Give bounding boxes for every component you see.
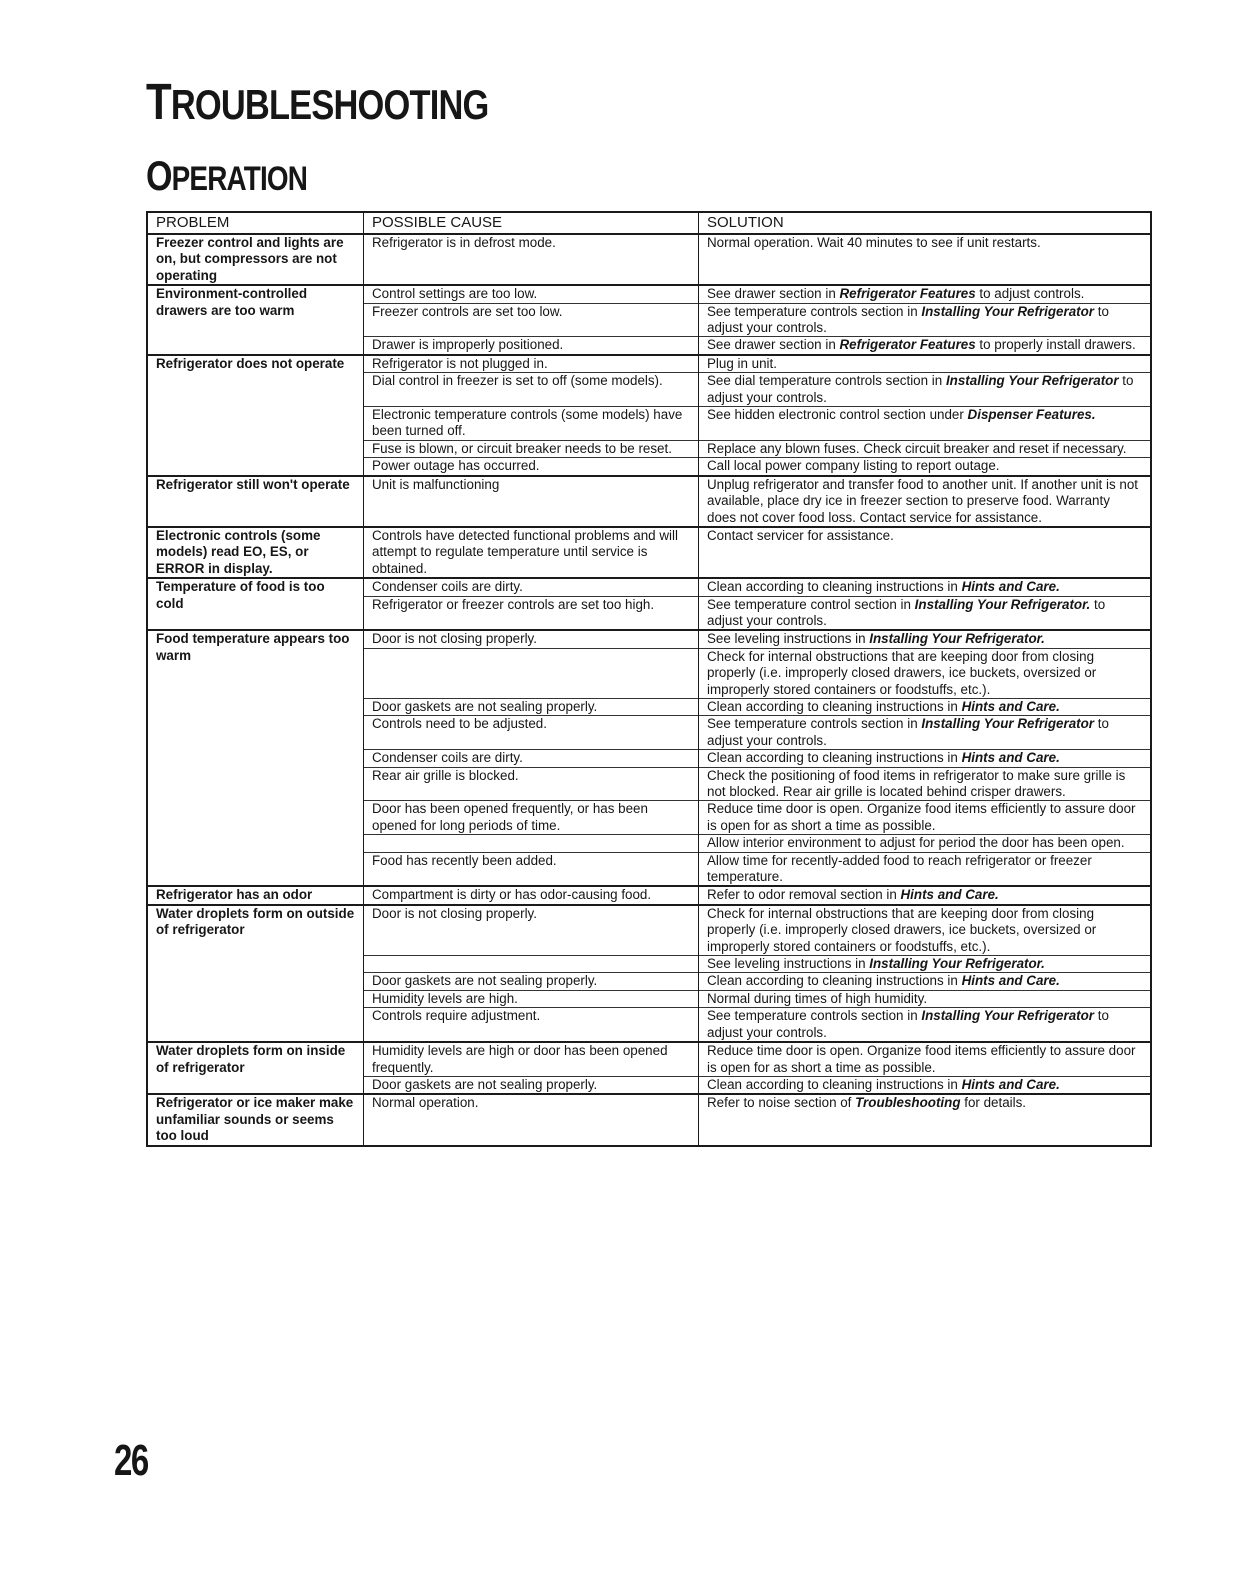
table-row bbox=[147, 578, 1151, 596]
solution-cell bbox=[699, 835, 1152, 852]
cause-cell: Fuse is blown, or circuit breaker needs to be reset. bbox=[364, 440, 699, 457]
solution-cell bbox=[699, 956, 1152, 973]
solution-reference: Hints and Care. bbox=[961, 750, 1060, 766]
solution-text: See temperature controls section in bbox=[707, 303, 922, 319]
solution-text: for details. bbox=[960, 1095, 1027, 1111]
problem-cell: Temperature of food is too cold bbox=[147, 578, 364, 630]
problem-cell: Food temperature appears too warm bbox=[147, 630, 364, 886]
cause-cell: Door gaskets are not sealing properly. bbox=[364, 698, 699, 715]
solution-cell bbox=[699, 750, 1152, 767]
solution-text: to adjust your controls. bbox=[707, 596, 1106, 628]
cause-cell: Freezer controls are set too low. bbox=[364, 303, 699, 337]
solution-cell bbox=[699, 476, 1152, 527]
solution-cell bbox=[699, 801, 1152, 835]
cause-cell: Condenser coils are dirty. bbox=[364, 578, 699, 596]
solution-reference: Hints and Care. bbox=[961, 1076, 1060, 1092]
solution-cell bbox=[699, 373, 1152, 407]
solution-cell bbox=[699, 458, 1152, 476]
solution-reference: Troubleshooting bbox=[855, 1095, 961, 1111]
solution-text: Clean according to cleaning instructions in bbox=[707, 973, 962, 989]
table-row bbox=[147, 355, 1151, 373]
table-row bbox=[147, 630, 1151, 648]
cause-cell: Door has been opened frequently, or has been opened for long periods of time. bbox=[364, 801, 699, 835]
solution-text: Clean according to cleaning instructions in bbox=[707, 750, 962, 766]
solution-text: Call local power company listing to report outage. bbox=[707, 458, 1000, 474]
solution-text: to adjust controls. bbox=[975, 286, 1085, 302]
solution-reference: Installing Your Refrigerator. bbox=[869, 631, 1045, 647]
table-row bbox=[147, 476, 1151, 527]
solution-cell bbox=[699, 852, 1152, 886]
problem-cell: Electronic controls (some models) read EO, ES, or ERROR in display. bbox=[147, 527, 364, 578]
solution-reference: Hints and Care. bbox=[961, 579, 1060, 595]
solution-reference: Hints and Care. bbox=[900, 887, 999, 903]
cause-cell: Condenser coils are dirty. bbox=[364, 750, 699, 767]
page-title: TROUBLESHOOTING bbox=[146, 73, 489, 130]
cause-cell: Unit is malfunctioning bbox=[364, 476, 699, 527]
cause-cell: Door is not closing properly. bbox=[364, 905, 699, 956]
solution-text: See dial temperature controls section in bbox=[707, 373, 946, 389]
solution-reference: Hints and Care. bbox=[961, 698, 1060, 714]
solution-text: See temperature controls section in bbox=[707, 716, 922, 732]
solution-cell bbox=[699, 303, 1152, 337]
cause-cell: Drawer is improperly positioned. bbox=[364, 337, 699, 355]
solution-cell bbox=[699, 337, 1152, 355]
cause-cell bbox=[364, 648, 699, 698]
solution-text: to adjust your controls. bbox=[707, 373, 1134, 405]
solution-reference: Installing Your Refrigerator. bbox=[869, 956, 1045, 972]
solution-text: to adjust your controls. bbox=[707, 716, 1109, 748]
solution-cell bbox=[699, 285, 1152, 303]
table-header-row bbox=[147, 212, 1151, 234]
table-row bbox=[147, 1042, 1151, 1076]
solution-text: See drawer section in bbox=[707, 286, 840, 302]
cause-cell: Dial control in freezer is set to off (some models). bbox=[364, 373, 699, 407]
solution-text: Contact servicer for assistance. bbox=[707, 527, 894, 543]
solution-reference: Installing Your Refrigerator bbox=[921, 1008, 1094, 1024]
solution-reference: Installing Your Refrigerator. bbox=[914, 596, 1091, 612]
solution-cell bbox=[699, 578, 1152, 596]
solution-reference: Installing Your Refrigerator bbox=[921, 716, 1094, 732]
solution-reference: Hints and Care. bbox=[961, 973, 1060, 989]
problem-cell: Environment-controlled drawers are too warm bbox=[147, 285, 364, 355]
cause-cell: Humidity levels are high or door has been opened frequently. bbox=[364, 1042, 699, 1076]
cause-cell: Controls need to be adjusted. bbox=[364, 716, 699, 750]
solution-reference: Refrigerator Features bbox=[839, 286, 976, 302]
solution-text: Check the positioning of food items in refrigerator to make sure grille is not blocked. Rear air grille is located behind crisper drawers. bbox=[707, 767, 1126, 799]
problem-cell: Water droplets form on outside of refrigerator bbox=[147, 905, 364, 1042]
cause-cell: Electronic temperature controls (some models) have been turned off. bbox=[364, 407, 699, 441]
solution-cell bbox=[699, 973, 1152, 990]
solution-text: Reduce time door is open. Organize food items efficiently to assure door is open for as short a time as possible. bbox=[707, 1043, 1136, 1075]
solution-text: Allow time for recently-added food to reach refrigerator or freezer temperature. bbox=[707, 852, 1092, 885]
page-number: 26 bbox=[114, 1436, 148, 1485]
solution-cell bbox=[699, 596, 1152, 630]
solution-cell bbox=[699, 716, 1152, 750]
cause-cell: Rear air grille is blocked. bbox=[364, 767, 699, 801]
cause-cell: Refrigerator or freezer controls are set too high. bbox=[364, 596, 699, 630]
troubleshooting-table bbox=[146, 211, 1152, 1147]
solution-text: Clean according to cleaning instructions in bbox=[707, 1076, 962, 1092]
problem-cell: Refrigerator has an odor bbox=[147, 886, 364, 904]
solution-text: to adjust your controls. bbox=[707, 303, 1109, 336]
table-row bbox=[147, 1094, 1151, 1145]
problem-cell: Refrigerator still won't operate bbox=[147, 476, 364, 527]
solution-cell bbox=[699, 767, 1152, 801]
table-body bbox=[147, 234, 1151, 1146]
table-row bbox=[147, 886, 1151, 904]
solution-cell bbox=[699, 630, 1152, 648]
solution-text: Plug in unit. bbox=[707, 355, 777, 371]
solution-text: Clean according to cleaning instructions in bbox=[707, 698, 962, 714]
solution-text: Replace any blown fuses. Check circuit breaker and reset if necessary. bbox=[707, 440, 1127, 456]
cause-cell: Door is not closing properly. bbox=[364, 630, 699, 648]
solution-text: Allow interior environment to adjust for period the door has been open. bbox=[707, 835, 1125, 851]
solution-cell bbox=[699, 527, 1152, 578]
cause-cell: Normal operation. bbox=[364, 1094, 699, 1145]
solution-cell bbox=[699, 355, 1152, 373]
problem-cell: Refrigerator or ice maker make unfamiliar sounds or seems too loud bbox=[147, 1094, 364, 1145]
solution-text: Refer to odor removal section in bbox=[707, 887, 901, 903]
section-title: OPERATION bbox=[146, 152, 308, 199]
table-row bbox=[147, 234, 1151, 285]
solution-text: See leveling instructions in bbox=[707, 956, 870, 972]
solution-reference: Installing Your Refrigerator bbox=[945, 373, 1119, 389]
cause-cell: Compartment is dirty or has odor-causing food. bbox=[364, 886, 699, 904]
solution-cell bbox=[699, 1094, 1152, 1145]
solution-cell bbox=[699, 886, 1152, 904]
solution-text: See hidden electronic control section under bbox=[707, 407, 968, 423]
solution-text: to adjust your controls. bbox=[707, 1008, 1109, 1040]
table-row bbox=[147, 527, 1151, 578]
cause-cell: Refrigerator is in defrost mode. bbox=[364, 234, 699, 285]
solution-text: Reduce time door is open. Organize food items efficiently to assure door is open for as short a time as possible. bbox=[707, 801, 1136, 833]
solution-cell bbox=[699, 1042, 1152, 1076]
cause-cell: Door gaskets are not sealing properly. bbox=[364, 1076, 699, 1094]
cause-cell: Control settings are too low. bbox=[364, 285, 699, 303]
cause-cell: Controls require adjustment. bbox=[364, 1008, 699, 1042]
cause-cell bbox=[364, 835, 699, 852]
header-solution: SOLUTION bbox=[699, 212, 1152, 234]
cause-cell: Refrigerator is not plugged in. bbox=[364, 355, 699, 373]
solution-reference: Dispenser Features. bbox=[967, 407, 1096, 423]
cause-cell: Controls have detected functional problems and will attempt to regulate temperature until service is obtained. bbox=[364, 527, 699, 578]
solution-text: Check for internal obstructions that are keeping door from closing properly (i.e. improperly closed drawers, ice buckets, oversized or improperly stored containers or foodstuffs, etc.). bbox=[707, 905, 1097, 954]
cause-cell: Door gaskets are not sealing properly. bbox=[364, 973, 699, 990]
problem-cell: Refrigerator does not operate bbox=[147, 355, 364, 476]
table-row bbox=[147, 285, 1151, 303]
cause-cell: Humidity levels are high. bbox=[364, 990, 699, 1007]
solution-text: Clean according to cleaning instructions in bbox=[707, 579, 962, 595]
solution-cell bbox=[699, 648, 1152, 698]
solution-text: See leveling instructions in bbox=[707, 631, 870, 647]
cause-cell: Power outage has occurred. bbox=[364, 458, 699, 476]
table-row bbox=[147, 905, 1151, 956]
solution-text: Unplug refrigerator and transfer food to another unit. If another unit is not available, place dry ice in freezer section to preserve food. Warranty does not cover food loss. Contact service for assistance. bbox=[707, 476, 1138, 525]
solution-text: See temperature control section in bbox=[707, 596, 915, 612]
solution-text: See drawer section in bbox=[707, 337, 840, 353]
problem-cell: Water droplets form on inside of refrigerator bbox=[147, 1042, 364, 1094]
solution-text: Refer to noise section of bbox=[707, 1095, 856, 1111]
header-problem: PROBLEM bbox=[147, 212, 364, 234]
solution-cell bbox=[699, 698, 1152, 715]
problem-cell: Freezer control and lights are on, but compressors are not operating bbox=[147, 234, 364, 285]
solution-cell bbox=[699, 234, 1152, 285]
header-possible-cause: POSSIBLE CAUSE bbox=[364, 212, 699, 234]
solution-cell bbox=[699, 407, 1152, 441]
cause-cell bbox=[364, 956, 699, 973]
solution-text: See temperature controls section in bbox=[707, 1008, 922, 1024]
solution-reference: Installing Your Refrigerator bbox=[921, 303, 1094, 319]
cause-cell: Food has recently been added. bbox=[364, 852, 699, 886]
solution-cell bbox=[699, 1008, 1152, 1042]
solution-text: Check for internal obstructions that are keeping door from closing properly (i.e. improperly closed drawers, ice buckets, oversized or improperly stored containers or foodstuffs, etc.). bbox=[707, 648, 1097, 697]
solution-text: Normal operation. Wait 40 minutes to see if unit restarts. bbox=[707, 235, 1041, 250]
solution-cell bbox=[699, 905, 1152, 956]
solution-reference: Refrigerator Features bbox=[839, 337, 976, 353]
solution-cell bbox=[699, 440, 1152, 457]
solution-cell bbox=[699, 1076, 1152, 1094]
solution-text: to properly install drawers. bbox=[975, 337, 1136, 353]
solution-text: Normal during times of high humidity. bbox=[707, 990, 928, 1006]
solution-cell bbox=[699, 990, 1152, 1007]
